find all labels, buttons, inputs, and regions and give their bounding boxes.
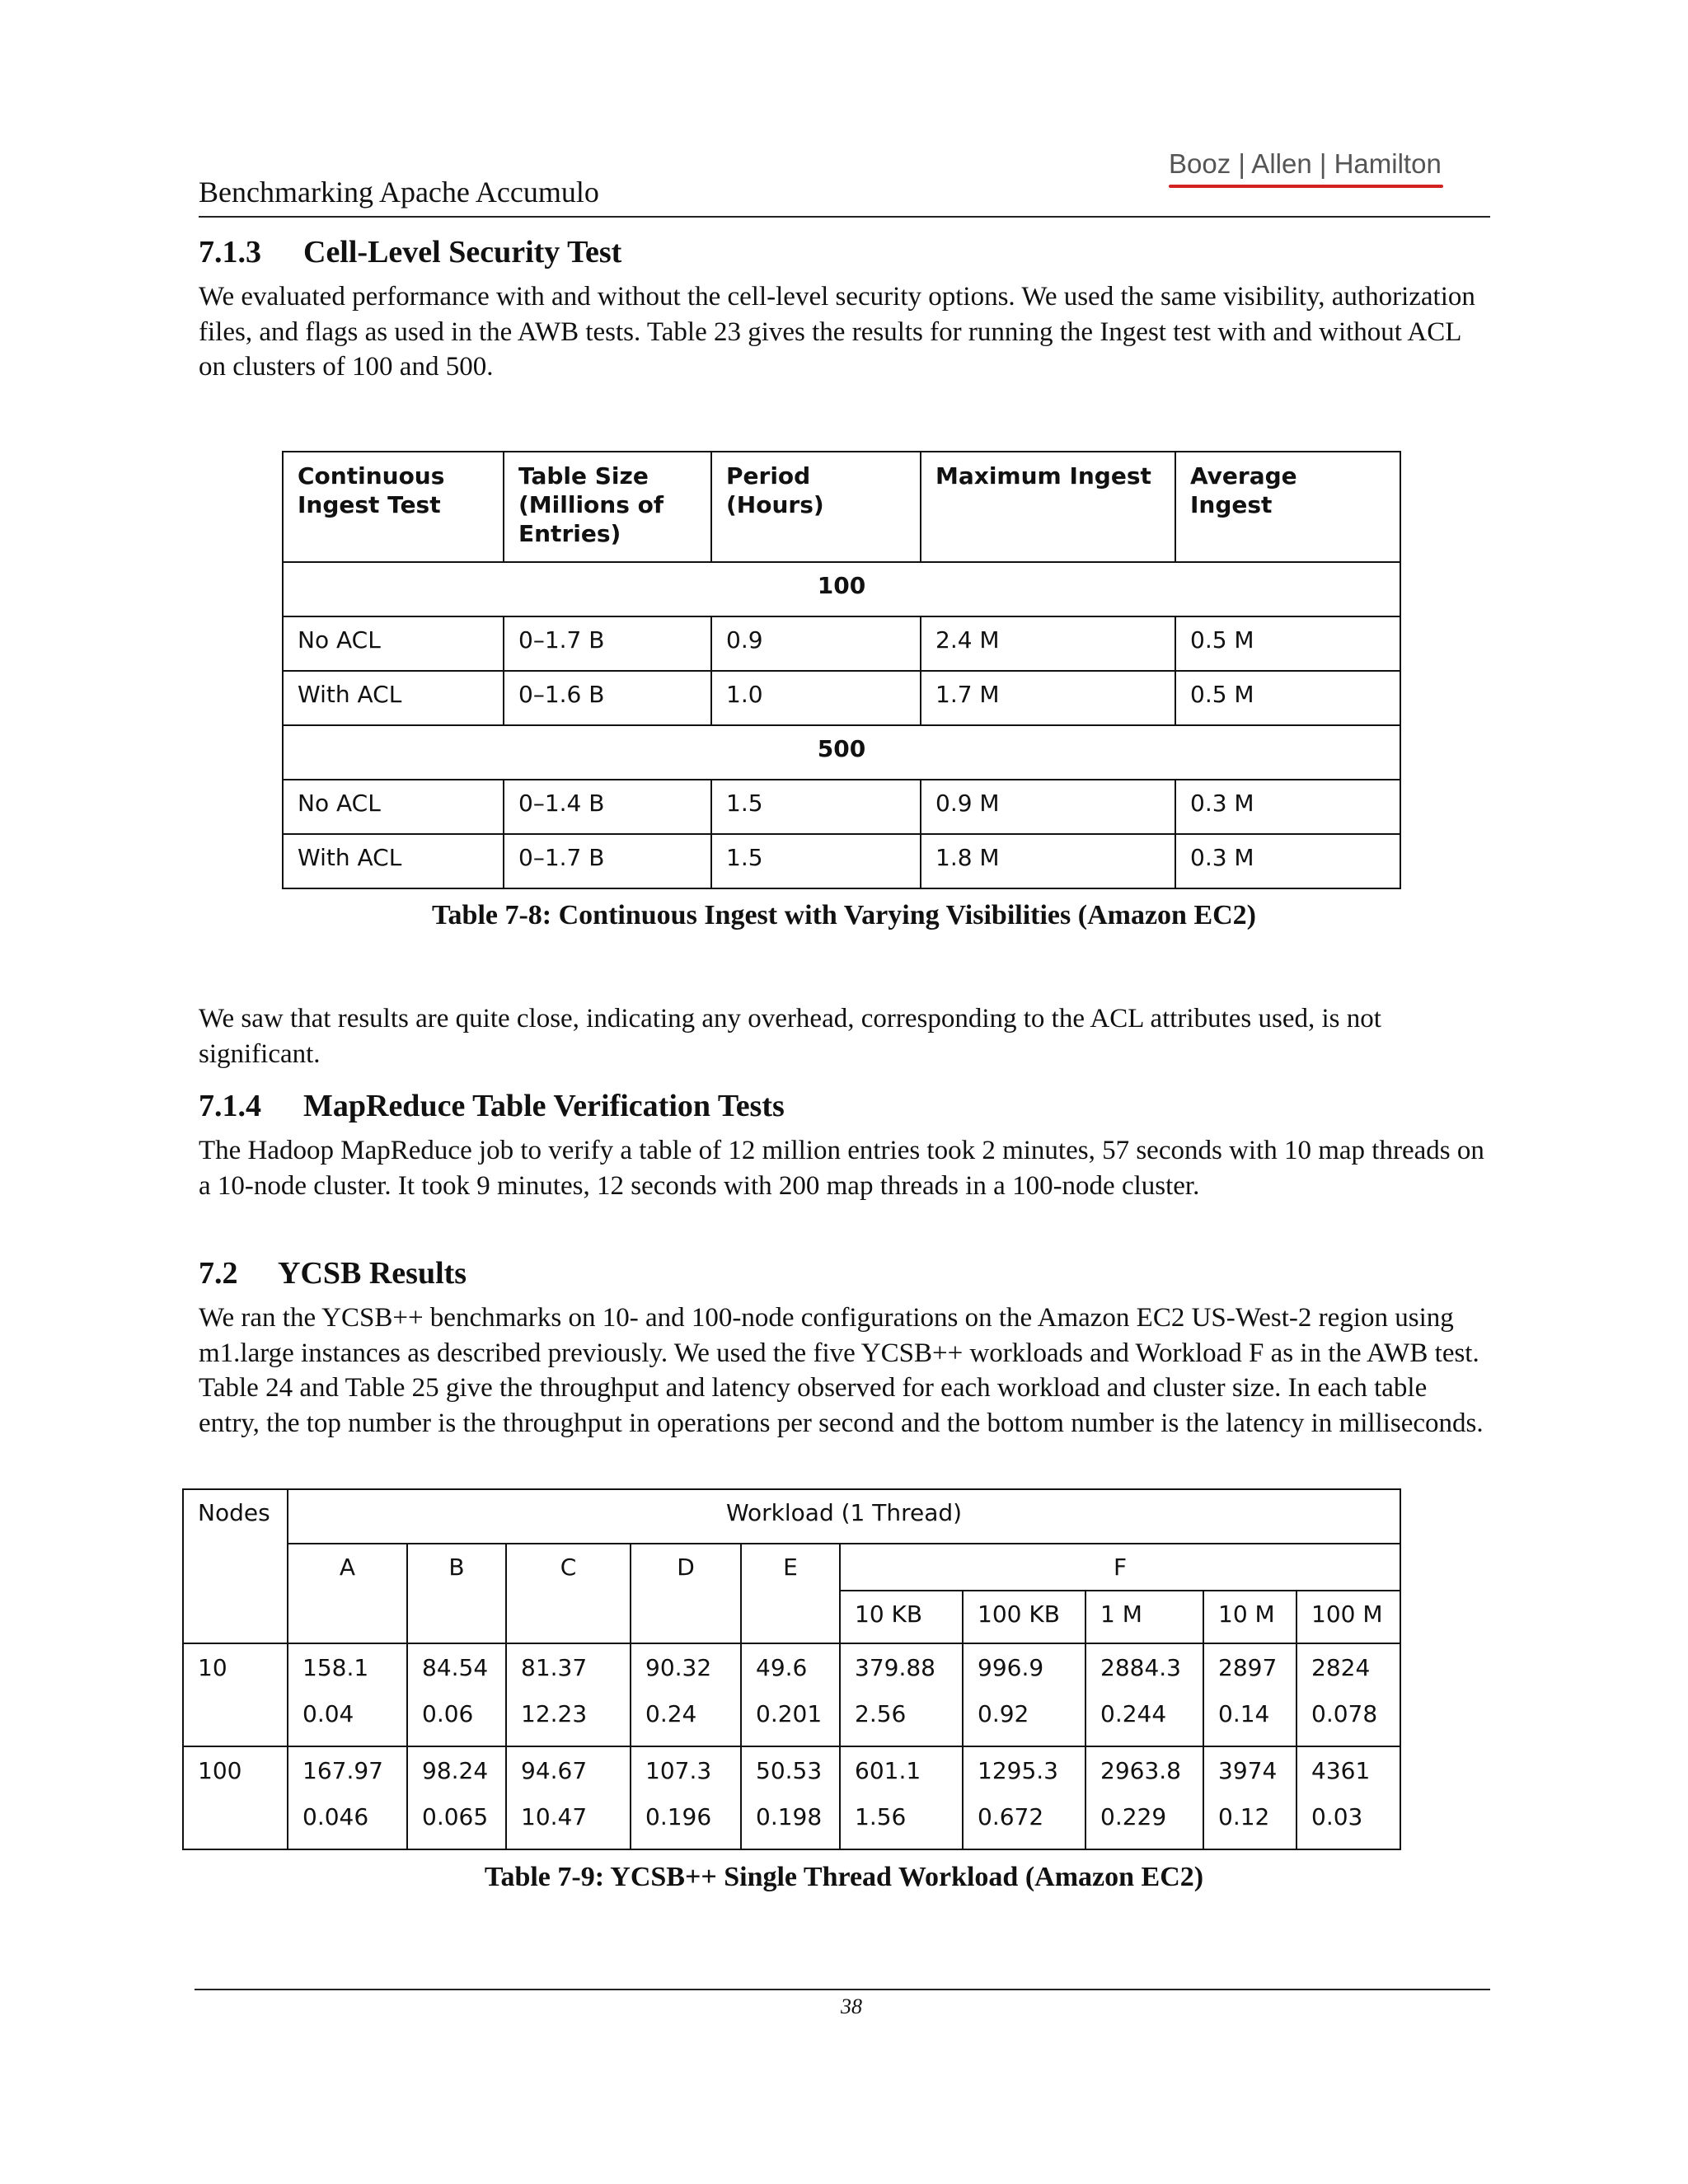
table-cell (963, 1746, 1085, 1849)
latency: 0.03 (1311, 1803, 1363, 1830)
f-size-header: 1 M (1085, 1591, 1203, 1643)
section-714-body: The Hadoop MapReduce job to verify a table of 12 million entries took 2 minutes, 57 seconds with 10 map threads on a 10-node cluster. It took 9 minutes, 12 seconds with 200 map threads in a 100-node cluster. (199, 1136, 1484, 1201)
section-number: 7.1.3 (199, 235, 261, 269)
nodes-header: Nodes (183, 1489, 288, 1643)
table-cell (1203, 1643, 1296, 1746)
table-cell (741, 1643, 840, 1746)
section-72-heading (199, 1255, 467, 1291)
table-cell: 0.5 M (1175, 616, 1400, 671)
latency: 0.201 (756, 1700, 823, 1727)
throughput: 2897 (1218, 1654, 1278, 1681)
table-cell: 0.9 M (921, 780, 1175, 834)
table-cell (407, 1643, 506, 1746)
page-number: 38 (841, 1994, 862, 2018)
workload-c-header: C (506, 1544, 631, 1643)
throughput: 2824 (1311, 1654, 1371, 1681)
header-cell: Period (Hours) (711, 452, 921, 562)
workload-f-header: F (840, 1544, 1400, 1591)
table-cell (840, 1746, 963, 1849)
workload-header: Workload (1 Thread) (288, 1489, 1400, 1544)
table-cell: 2.4 M (921, 616, 1175, 671)
table-row (183, 1643, 1400, 1746)
table-cell: 1.8 M (921, 834, 1175, 888)
f-size-header: 10 M (1203, 1591, 1296, 1643)
throughput: 167.97 (302, 1757, 383, 1784)
table-header-row (183, 1489, 1400, 1544)
table-row (283, 834, 1400, 888)
workload-a-header: A (288, 1544, 407, 1643)
section-title: Cell-Level Security Test (303, 235, 622, 269)
table-row (183, 1746, 1400, 1849)
section-title: MapReduce Table Verification Tests (303, 1089, 785, 1123)
table-cell: 0–1.7 B (504, 616, 711, 671)
table-cell: No ACL (283, 616, 504, 671)
table-cell: 1.5 (711, 780, 921, 834)
table-cell (741, 1746, 840, 1849)
table-cell: 0.5 M (1175, 671, 1400, 725)
latency: 0.12 (1218, 1803, 1270, 1830)
section-title: YCSB Results (278, 1256, 467, 1291)
table-cell (407, 1746, 506, 1849)
footer-rule (195, 1989, 1490, 1990)
node-count: 10 (198, 1654, 227, 1681)
workload-e-header: E (741, 1544, 840, 1643)
throughput: 1295.3 (978, 1757, 1058, 1784)
throughput: 81.37 (521, 1654, 588, 1681)
table-cell (1296, 1643, 1400, 1746)
throughput: 4361 (1311, 1757, 1371, 1784)
throughput: 84.54 (422, 1654, 489, 1681)
node-count: 100 (198, 1757, 242, 1784)
throughput: 3974 (1218, 1757, 1278, 1784)
latency: 0.06 (422, 1700, 474, 1727)
latency: 10.47 (521, 1803, 588, 1830)
booz-allen-hamilton-logo (1169, 148, 1442, 180)
table-group-row (283, 725, 1400, 780)
throughput: 98.24 (422, 1757, 489, 1784)
throughput: 94.67 (521, 1757, 588, 1784)
table-cell (288, 1746, 407, 1849)
table-cell: With ACL (283, 834, 504, 888)
header-cell: Continuous Ingest Test (283, 452, 504, 562)
latency: 1.56 (855, 1803, 907, 1830)
latency: 0.229 (1100, 1803, 1167, 1830)
f-size-header: 100 KB (963, 1591, 1085, 1643)
throughput: 601.1 (855, 1757, 921, 1784)
table-cell (1085, 1643, 1203, 1746)
table-cell: 0–1.6 B (504, 671, 711, 725)
table-7-8-discussion: We saw that results are quite close, indicating any overhead, corresponding to the ACL attributes used, is not significant. (199, 1004, 1381, 1069)
continuous-ingest-table (282, 451, 1401, 889)
table-cell: 0.3 M (1175, 780, 1400, 834)
section-713-body: We evaluated performance with and without the cell-level security options. We used the same visibility, authorization files, and flags as used in the AWB tests. Table 23 gives the results for running the Ingest test with and without ACL on clusters of 100 and 500. (199, 282, 1475, 382)
section-72-body: We ran the YCSB++ benchmarks on 10- and 100-node configurations on the Amazon EC2 US-West-2 region using m1.large instances as described previously. We used the five YCSB++ workloads and Workload F as in the AWB test. Table 24 and Table 25 give the throughput and latency observed for each workload and cluster size. In each table entry, the top number is the throughput in operations per second and the bottom number is the latency in milliseconds. (199, 1303, 1484, 1438)
throughput: 158.1 (302, 1654, 369, 1681)
group-label: 500 (283, 725, 1400, 780)
table-cell (1296, 1746, 1400, 1849)
table-cell (1203, 1746, 1296, 1849)
throughput: 50.53 (756, 1757, 823, 1784)
f-size-header: 100 M (1296, 1591, 1400, 1643)
table-cell (631, 1643, 741, 1746)
table-header-row (183, 1544, 1400, 1591)
workload-b-header: B (407, 1544, 506, 1643)
table-cell: 1.5 (711, 834, 921, 888)
latency: 0.046 (302, 1803, 369, 1830)
table-cell (963, 1643, 1085, 1746)
table-header-row (283, 452, 1400, 562)
group-label: 100 (283, 562, 1400, 616)
header-cell: Average Ingest (1175, 452, 1400, 562)
table-row (283, 671, 1400, 725)
logo-underline (1169, 185, 1443, 188)
table-row (283, 616, 1400, 671)
table-row (283, 780, 1400, 834)
table-7-9-caption: Table 7-9: YCSB++ Single Thread Workload (Amazon EC2) (484, 1862, 1204, 1892)
latency: 0.04 (302, 1700, 354, 1727)
latency: 0.065 (422, 1803, 489, 1830)
latency: 12.23 (521, 1700, 588, 1727)
latency: 0.14 (1218, 1700, 1270, 1727)
table-cell (288, 1643, 407, 1746)
throughput: 996.9 (978, 1654, 1044, 1681)
header-rule (199, 216, 1490, 218)
document-header-title: Benchmarking Apache Accumulo (199, 176, 599, 209)
table-cell: 0–1.4 B (504, 780, 711, 834)
ycsb-single-thread-table (182, 1488, 1401, 1850)
latency: 0.244 (1100, 1700, 1167, 1727)
table-cell: 0.3 M (1175, 834, 1400, 888)
table-cell: No ACL (283, 780, 504, 834)
throughput: 107.3 (645, 1757, 712, 1784)
latency: 0.198 (756, 1803, 823, 1830)
section-714-heading (199, 1088, 785, 1124)
table-cell: With ACL (283, 671, 504, 725)
header-cell: Table Size (Millions of Entries) (504, 452, 711, 562)
table-cell (506, 1643, 631, 1746)
section-number: 7.1.4 (199, 1089, 261, 1123)
throughput: 2884.3 (1100, 1654, 1181, 1681)
table-cell: 1.7 M (921, 671, 1175, 725)
header-cell: Maximum Ingest (921, 452, 1175, 562)
logo-text: Booz | Allen | Hamilton (1169, 148, 1442, 179)
throughput: 379.88 (855, 1654, 935, 1681)
section-713-heading (199, 234, 621, 270)
latency: 0.672 (978, 1803, 1044, 1830)
latency: 2.56 (855, 1700, 907, 1727)
table-cell (506, 1746, 631, 1849)
latency: 0.24 (645, 1700, 697, 1727)
section-number: 7.2 (199, 1256, 238, 1291)
f-size-header: 10 KB (840, 1591, 963, 1643)
table-cell: 1.0 (711, 671, 921, 725)
table-cell: 0–1.7 B (504, 834, 711, 888)
throughput: 49.6 (756, 1654, 808, 1681)
node-count-cell (183, 1746, 288, 1849)
latency: 0.92 (978, 1700, 1029, 1727)
workload-d-header: D (631, 1544, 741, 1643)
table-group-row (283, 562, 1400, 616)
table-7-8-caption: Table 7-8: Continuous Ingest with Varying Visibilities (Amazon EC2) (431, 900, 1256, 930)
table-cell (631, 1746, 741, 1849)
latency: 0.078 (1311, 1700, 1378, 1727)
throughput: 90.32 (645, 1654, 712, 1681)
table-cell (840, 1643, 963, 1746)
latency: 0.196 (645, 1803, 712, 1830)
table-cell: 0.9 (711, 616, 921, 671)
table-cell (1085, 1746, 1203, 1849)
throughput: 2963.8 (1100, 1757, 1181, 1784)
node-count-cell (183, 1643, 288, 1746)
